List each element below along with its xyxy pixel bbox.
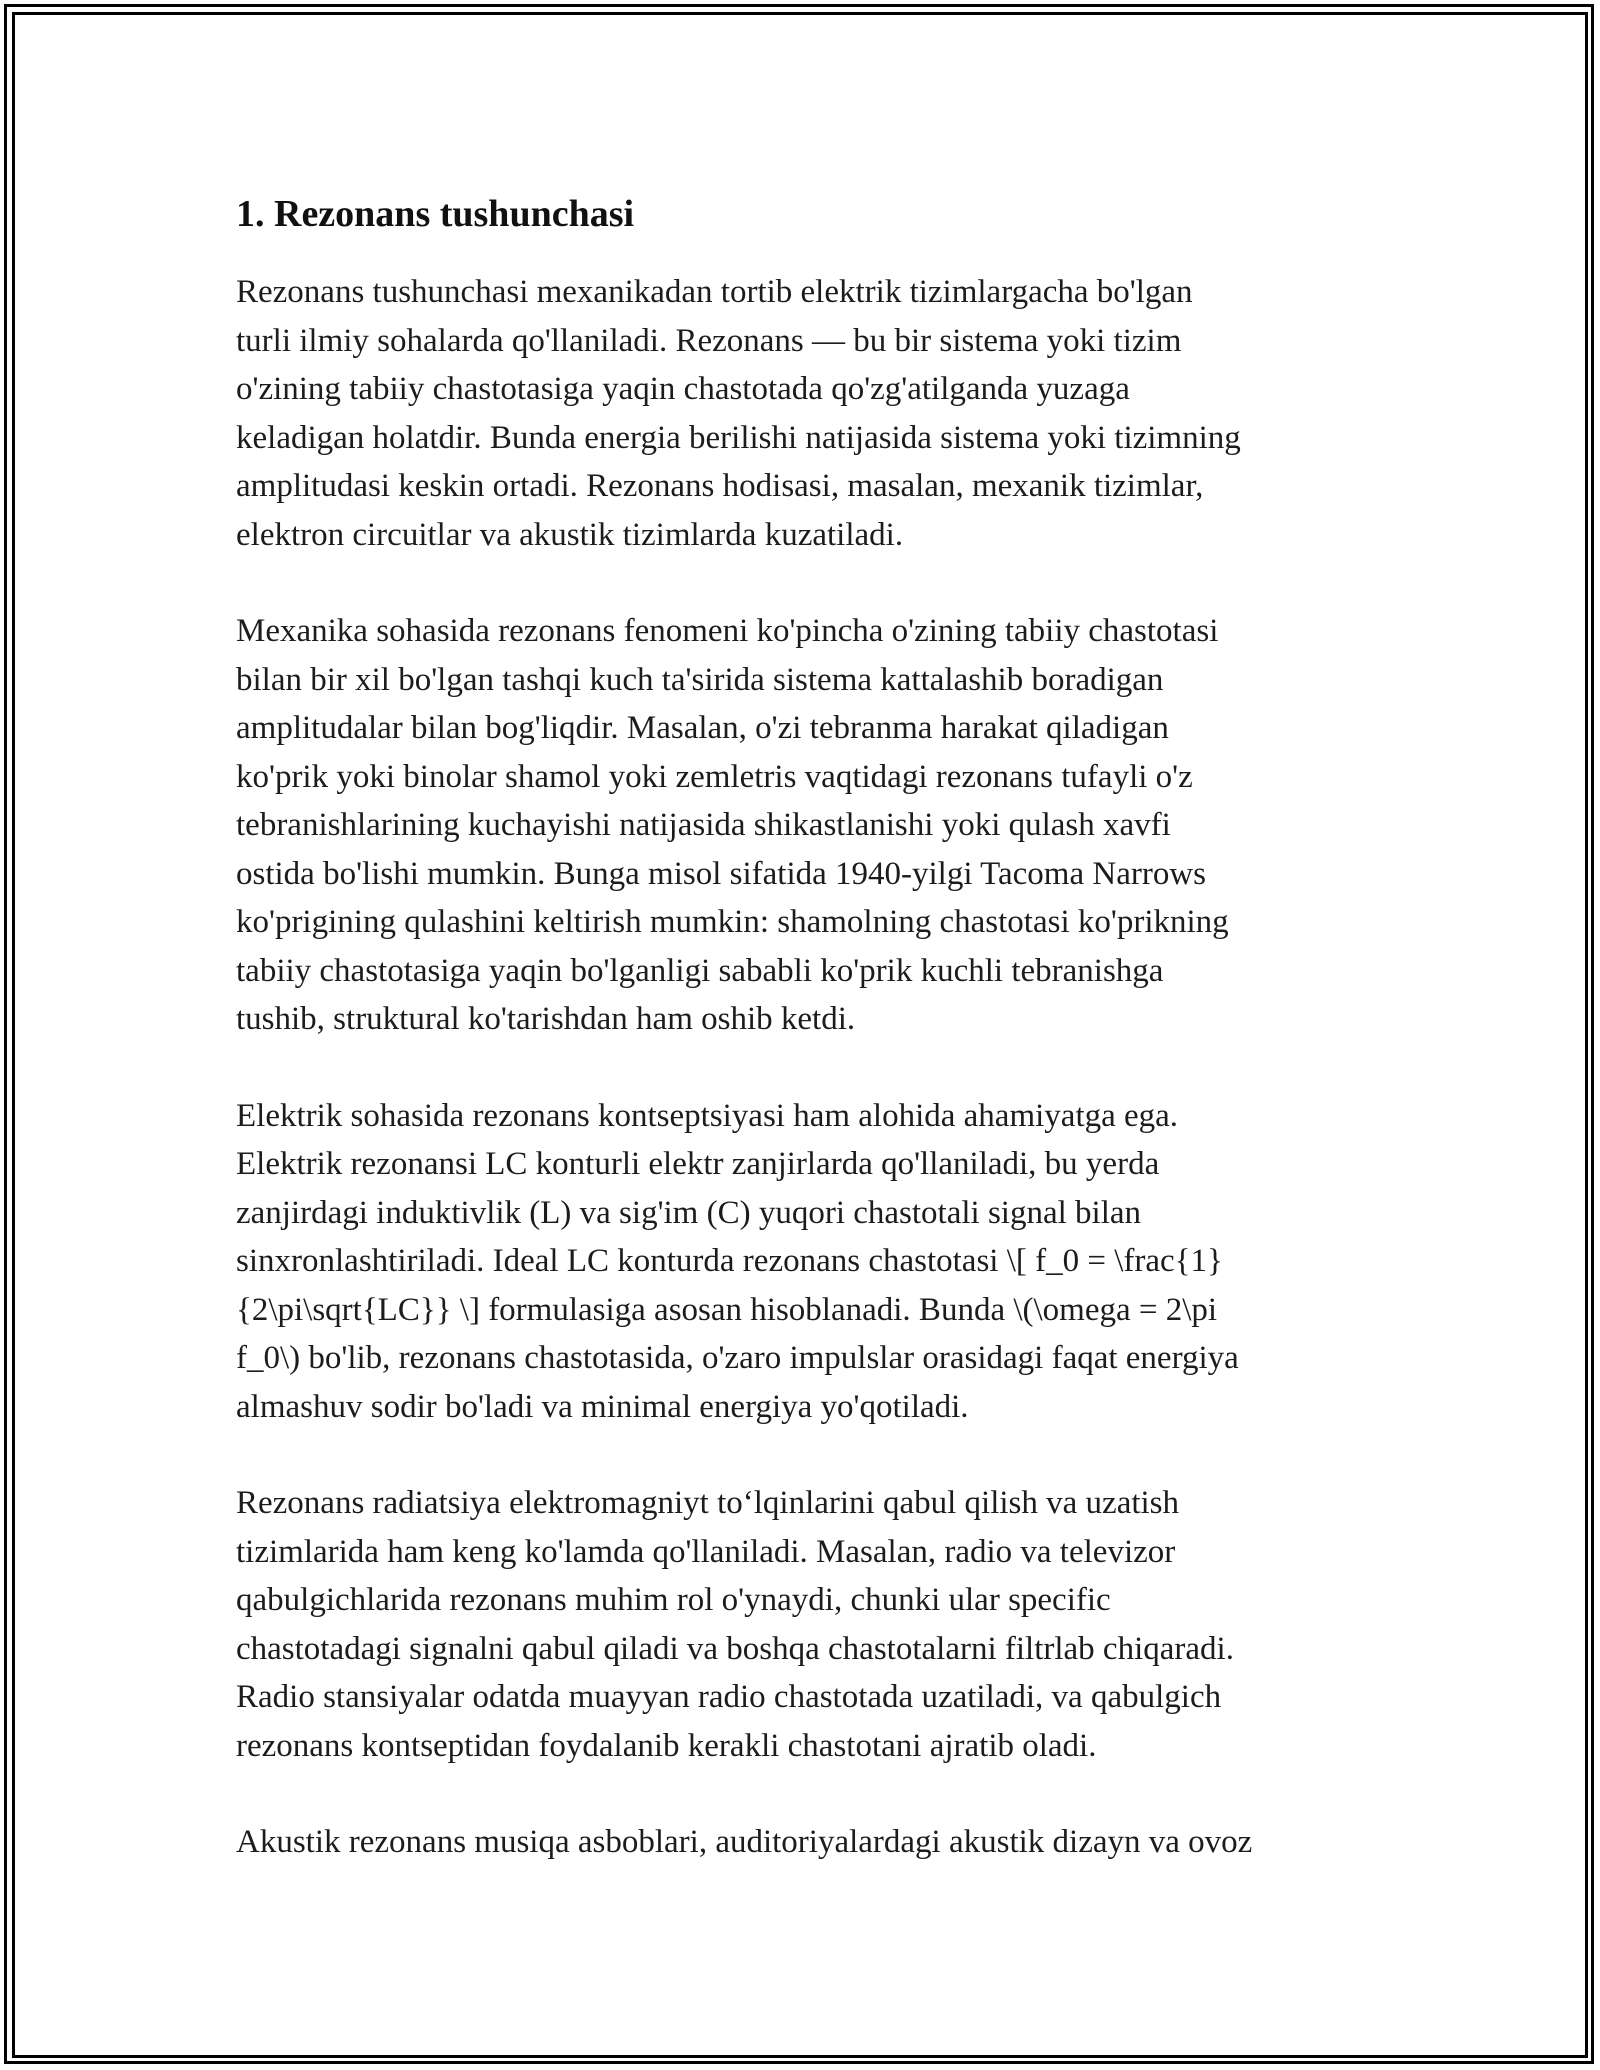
paragraph-intro	[236, 268, 1376, 559]
paragraph-line: Elektrik rezonansi LC konturli elektr zanjirlarda qo'llaniladi, bu yerda	[236, 1146, 1160, 1182]
paragraph-line: amplitudasi keskin ortadi. Rezonans hodisasi, masalan, mexanik tizimlar,	[236, 468, 1204, 504]
paragraph-line: zanjirdagi induktivlik (L) va sig'im (C) yuqori chastotali signal bilan	[236, 1194, 1142, 1231]
paragraph-line: Rezonans radiatsiya elektromagniyt to‘lqinlarini qabul qilish va uzatish	[236, 1485, 1180, 1521]
paragraph-acoustic	[236, 1818, 1376, 1867]
document-body	[236, 190, 1376, 1915]
paragraph-line: Elektrik sohasida rezonans kontseptsiyasi ham alohida ahamiyatga ega.	[236, 1097, 1179, 1134]
paragraph-line: o'zining tabiiy chastotasiga yaqin chastotada qo'zg'atilganda yuzaga	[236, 371, 1130, 407]
paragraph-line: Mexanika sohasida rezonans fenomeni ko'pincha o'zining tabiiy chastotasi	[236, 613, 1219, 649]
paragraph-line: qabulgichlarida rezonans muhim rol o'ynaydi, chunki ular specific	[236, 1582, 1111, 1618]
paragraph-line: bilan bir xil bo'lgan tashqi kuch ta'sirida sistema kattalashib boradigan	[236, 661, 1164, 698]
paragraph-line: tebranishlarining kuchayishi natijasida shikastlanishi yoki qulash xavfi	[236, 807, 1171, 843]
paragraph-line: rezonans kontseptidan foydalanib kerakli chastotani ajratib oladi.	[236, 1727, 1097, 1764]
paragraph-line: keladigan holatdir. Bunda energia berilishi natijasida sistema yoki tizimning	[236, 419, 1241, 456]
paragraph-radiation	[236, 1479, 1376, 1770]
paragraph-line: Radio stansiyalar odatda muayyan radio chastotada uzatiladi, va qabulgich	[236, 1679, 1222, 1715]
paragraph-line: turli ilmiy sohalarda qo'llaniladi. Rezonans — bu bir sistema yoki tizim	[236, 322, 1182, 359]
paragraph-line: tizimlarida ham keng ko'lamda qo'llaniladi. Masalan, radio va televizor	[236, 1533, 1176, 1570]
paragraph-line: f_0\) bo'lib, rezonans chastotasida, o'zaro impulslar orasidagi faqat energiya	[236, 1340, 1239, 1376]
paragraph-line: Akustik rezonans musiqa asboblari, auditoriyalardagi akustik dizayn va ovoz	[236, 1824, 1253, 1860]
paragraph-line: chastotadagi signalni qabul qiladi va boshqa chastotalarni filtrlab chiqaradi.	[236, 1630, 1234, 1667]
paragraph-line: Rezonans tushunchasi mexanikadan tortib elektrik tizimlargacha bo'lgan	[236, 274, 1193, 310]
paragraph-line: tabiiy chastotasiga yaqin bo'lganligi sababli ko'prik kuchli tebranishga	[236, 952, 1164, 989]
paragraph-line: {2\pi\sqrt{LC}} \] formulasiga asosan hisoblanadi. Bunda \(\omega = 2\pi	[236, 1291, 1218, 1328]
paragraph-line: ostida bo'lishi mumkin. Bunga misol sifatida 1940-yilgi Tacoma Narrows	[236, 855, 1207, 892]
paragraph-line: almashuv sodir bo'ladi va minimal energiya yo'qotiladi.	[236, 1388, 969, 1425]
paragraph-line: ko'prigining qulashini keltirish mumkin: shamolning chastotasi ko'prikning	[236, 904, 1229, 940]
paragraph-electrical	[236, 1092, 1376, 1432]
paragraph-line: amplitudalar bilan bog'liqdir. Masalan, o'zi tebranma harakat qiladigan	[236, 710, 1169, 746]
paragraph-line: ko'prik yoki binolar shamol yoki zemletris vaqtidagi rezonans tufayli o'z	[236, 758, 1193, 795]
paragraph-line: elektron circuitlar va akustik tizimlarda kuzatiladi.	[236, 516, 904, 553]
paragraph-line: tushib, struktural ko'tarishdan ham oshib ketdi.	[236, 1001, 856, 1037]
section-title: 1. Rezonans tushunchasi	[236, 193, 635, 235]
paragraph-line: sinxronlashtiriladi. Ideal LC konturda rezonans chastotasi \[ f_0 = \frac{1}	[236, 1243, 1223, 1279]
paragraph-mechanics	[236, 607, 1376, 1044]
